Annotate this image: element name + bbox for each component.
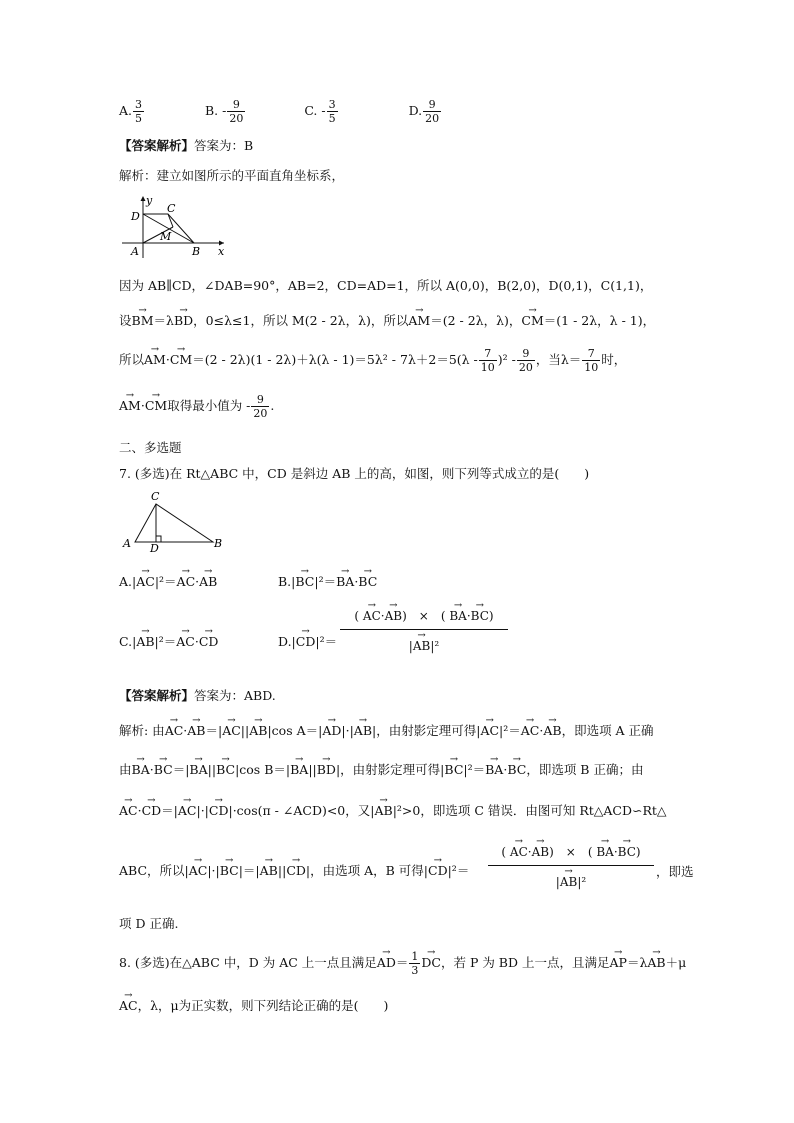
q7-stem: 7. (多选)在 Rt△ABC 中，CD 是斜边 AB 上的高，如图，则下列等式成立的是( ) bbox=[119, 466, 590, 481]
q7-solution-line4-tail: ，即选 bbox=[656, 864, 694, 879]
fig-label-d: D bbox=[150, 542, 159, 554]
q7-option-d-fraction: $\frac{( \to AC\cdot\to AB) \times ( \to BA\cdot\to BC)}{\text{|→ AB|²}}$ bbox=[340, 604, 508, 655]
q6-option-a: A. $\frac{3}{5}$ bbox=[119, 98, 143, 125]
q7-option-d: D.|→ CD|²＝ bbox=[278, 630, 337, 651]
section-title: 二、多选题 bbox=[119, 440, 182, 455]
fig-label-y: y bbox=[146, 194, 153, 207]
q6-solution-intro: 解析：建立如图所示的平面直角坐标系， bbox=[119, 168, 345, 183]
q7-option-a: A.|→ AC|²＝→ AC·→ AB bbox=[119, 570, 217, 591]
q7-solution-line1: 解析: 由→ AC·→ AB＝|→ AC||→ AB|cos A＝|→ AD|·|→ AB|，由射影定理可得|→ AC|²＝→ AC·→ AB，即选项 A 正确 bbox=[119, 719, 654, 740]
fig-label-d: D bbox=[131, 210, 140, 223]
q7-answer: 【答案解析】答案为：ABD. bbox=[119, 688, 276, 703]
fig-label-c: C bbox=[167, 202, 176, 215]
fig-label-b: B bbox=[192, 245, 201, 258]
fig-label-a: A bbox=[123, 537, 131, 550]
q7-option-c: C.|→ AB|²＝→ AC·→ CD bbox=[119, 630, 218, 651]
q6-options bbox=[119, 98, 442, 125]
q6-answer: 【答案解析】答案为：B bbox=[119, 138, 254, 153]
q7-solution-line4: ABC，所以|→ AC|·|→ BC|＝|→ AB||→ CD|，由选项 A，B 可得|→ CD|²＝ bbox=[119, 859, 469, 880]
fig-label-a: A bbox=[131, 245, 139, 258]
q7-solution-line2: 由→ BA·→ BC＝|→ BA||→ BC|cos B＝|→ BA||→ BD|，由射影定理可得|→ BC|²＝→ BA·→ BC，即选项 B 正确；由 bbox=[119, 758, 643, 779]
q7-option-b: B.|→ BC|²＝→ BA·→ BC bbox=[278, 570, 377, 591]
q6-solution-line1: 因为 AB∥CD，∠DAB=90°，AB=2，CD=AD=1，所以 A(0,0)，B(2,0)，D(0,1)，C(1,1)， bbox=[119, 278, 653, 293]
q6-option-c: C. - $\frac{3}{5}$ bbox=[304, 98, 336, 125]
fig-label-x: x bbox=[218, 245, 225, 258]
fig-label-c: C bbox=[151, 490, 160, 503]
q8-stem-line1: 8. (多选)在△ABC 中，D 为 AC 上一点且满足→ AD＝ $\frac{1}{3}$ → DC，若 P 为 BD 上一点，且满足→ AP＝λ→ AB＋μ bbox=[119, 950, 686, 977]
q8-stem-line2: → AC，λ，μ为正实数，则下列结论正确的是( ) bbox=[119, 994, 388, 1015]
q7-solution-line3: → AC·→ CD＝|→ AC|·|→ CD|·cos(π - ∠ACD)<0，又|→ AB|²>0，即选项 C 错误．由图可知 Rt△ACD∽Rt△ bbox=[119, 799, 667, 820]
triangle-figure bbox=[118, 486, 230, 554]
q6-solution-line3: 所以→ AM·→ CM＝(2 - 2λ)(1 - 2λ)＋λ(λ - 1)＝5λ² - 7λ＋2＝5(λ - $\frac{7}{10}$ )² - $\frac{9}{20}$ ，当λ＝ $\frac{7}{10}$ 时， bbox=[119, 347, 626, 374]
q6-solution-line2: 设→ BM＝λ→ BD，0≤λ≤1，所以 M(2 - 2λ，λ)，所以→ AM＝(2 - 2λ，λ)，→ CM＝(1 - 2λ，λ - 1)， bbox=[119, 309, 655, 330]
fig-label-b: B bbox=[214, 537, 223, 550]
coordinate-figure bbox=[118, 194, 230, 260]
fig-label-m: M bbox=[160, 230, 172, 243]
q6-option-d: D. $\frac{9}{20}$ bbox=[408, 98, 440, 125]
q6-option-b: B. - $\frac{9}{20}$ bbox=[204, 98, 244, 125]
q7-solution-fraction: $\frac{( \to AC\cdot\to AB) \times ( \to BA\cdot\to BC)}{\text{|→ AB|²}}$ bbox=[488, 840, 654, 891]
q6-solution-line4: → AM·→ CM取得最小值为 - $\frac{9}{20}$ . bbox=[119, 393, 274, 420]
q7-solution-line5: 项 D 正确. bbox=[119, 916, 179, 931]
